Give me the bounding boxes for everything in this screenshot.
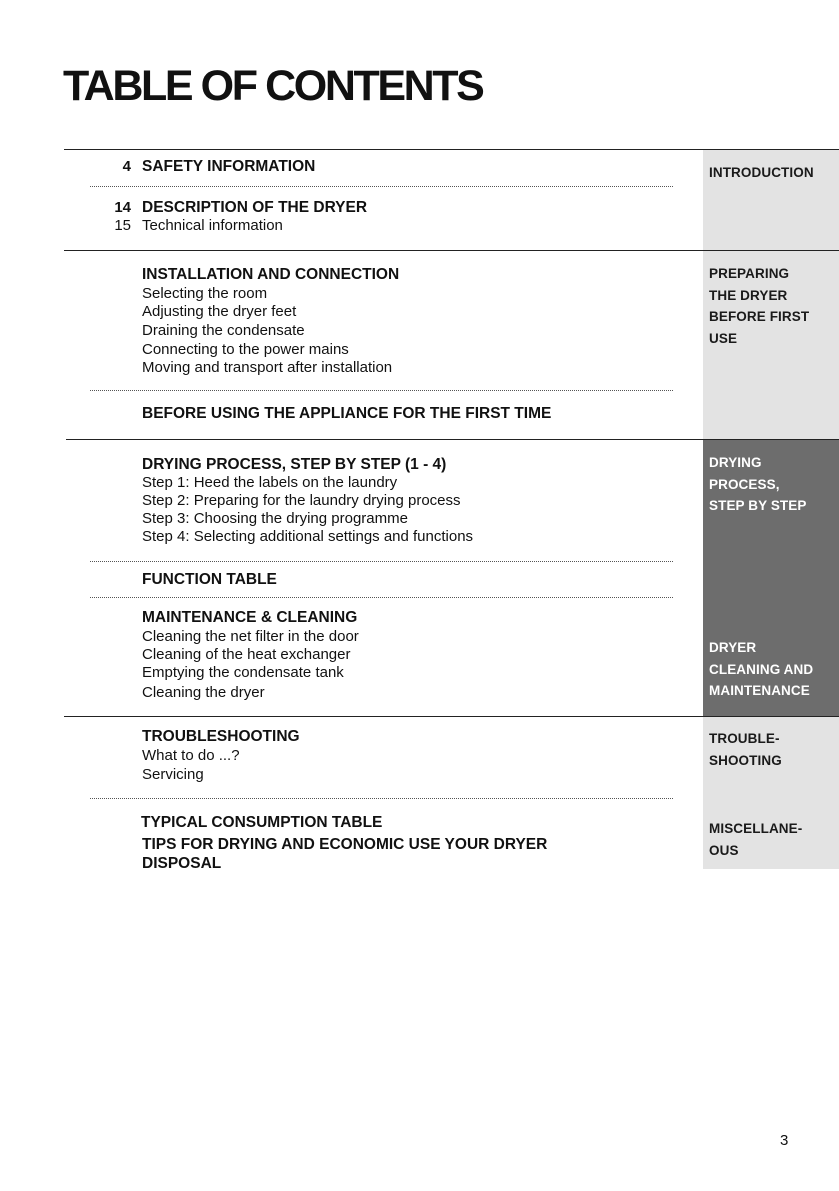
toc-subentry[interactable]: Step 1: Heed the labels on the laundry	[142, 474, 398, 491]
toc-subentry[interactable]: Cleaning the dryer	[142, 684, 265, 701]
toc-entry-maintenance[interactable]: MAINTENANCE & CLEANING	[142, 609, 358, 626]
tab-troubleshooting[interactable]	[703, 717, 839, 869]
toc-subentry[interactable]: Selecting the room	[142, 285, 268, 302]
toc-entry-consumption-table[interactable]: TYPICAL CONSUMPTION TABLE	[141, 814, 383, 831]
page-title: TABLE OF CONTENTS	[63, 62, 483, 110]
toc-entry-troubleshooting[interactable]: TROUBLESHOOTING	[142, 728, 300, 745]
toc-subentry[interactable]: Moving and transport after installation	[142, 359, 393, 376]
toc-subentry[interactable]: Step 3: Choosing the drying programme	[142, 510, 408, 527]
dotted-divider	[90, 186, 673, 187]
dotted-divider	[90, 798, 673, 799]
toc-entry-before-using[interactable]: BEFORE USING THE APPLIANCE FOR THE FIRST TIME	[142, 405, 552, 422]
page-number: 3	[780, 1132, 789, 1149]
toc-entry-function-table[interactable]: FUNCTION TABLE	[142, 571, 277, 588]
tab-drying-process-label: DRYING PROCESS, STEP BY STEP	[709, 455, 807, 513]
section-divider	[66, 439, 839, 440]
toc-subentry[interactable]: Connecting to the power mains	[142, 341, 349, 358]
toc-subentry[interactable]: Cleaning the net filter in the door	[142, 628, 359, 645]
tab-miscellaneous-label[interactable]: MISCELLANE- OUS	[709, 821, 803, 858]
tab-troubleshooting-label: TROUBLE- SHOOTING	[709, 731, 782, 768]
toc-subentry[interactable]: Adjusting the dryer feet	[142, 303, 297, 320]
tab-preparing[interactable]	[703, 251, 839, 439]
tab-drying-process[interactable]	[703, 440, 839, 716]
section-divider	[64, 149, 839, 150]
toc-subentry[interactable]: Step 2: Preparing for the laundry drying process	[142, 492, 461, 509]
toc-subentry[interactable]: What to do ...?	[142, 747, 240, 764]
toc-entry-safety-information[interactable]: SAFETY INFORMATION	[142, 158, 316, 175]
toc-subentry[interactable]: Draining the condensate	[142, 322, 305, 339]
tab-introduction[interactable]	[703, 150, 839, 250]
section-divider	[64, 716, 839, 717]
dotted-divider	[90, 597, 673, 598]
toc-entry-drying-process[interactable]: DRYING PROCESS, STEP BY STEP (1 - 4)	[142, 456, 447, 473]
dotted-divider	[90, 390, 673, 391]
page-ref: 14	[114, 199, 131, 216]
tab-introduction-label: INTRODUCTION	[709, 165, 814, 180]
tab-preparing-label: PREPARING THE DRYER BEFORE FIRST USE	[709, 266, 810, 346]
toc-entry-installation[interactable]: INSTALLATION AND CONNECTION	[142, 266, 400, 283]
page-ref: 15	[114, 217, 131, 234]
toc-entry-disposal[interactable]: DISPOSAL	[142, 855, 222, 872]
toc-subentry[interactable]: Servicing	[142, 766, 204, 783]
toc-entry-tips[interactable]: TIPS FOR DRYING AND ECONOMIC USE YOUR DRYER	[142, 836, 548, 853]
tab-dryer-cleaning-label[interactable]: DRYER CLEANING AND MAINTENANCE	[709, 640, 814, 698]
toc-entry-description[interactable]: DESCRIPTION OF THE DRYER	[142, 199, 368, 216]
toc-entry-technical-information[interactable]: Technical information	[142, 217, 283, 234]
toc-subentry[interactable]: Emptying the condensate tank	[142, 664, 344, 681]
dotted-divider	[90, 561, 673, 562]
toc-subentry[interactable]: Cleaning of the heat exchanger	[142, 646, 351, 663]
section-divider	[64, 250, 839, 251]
page-ref: 4	[122, 158, 131, 175]
toc-subentry[interactable]: Step 4: Selecting additional settings and functions	[142, 528, 474, 545]
